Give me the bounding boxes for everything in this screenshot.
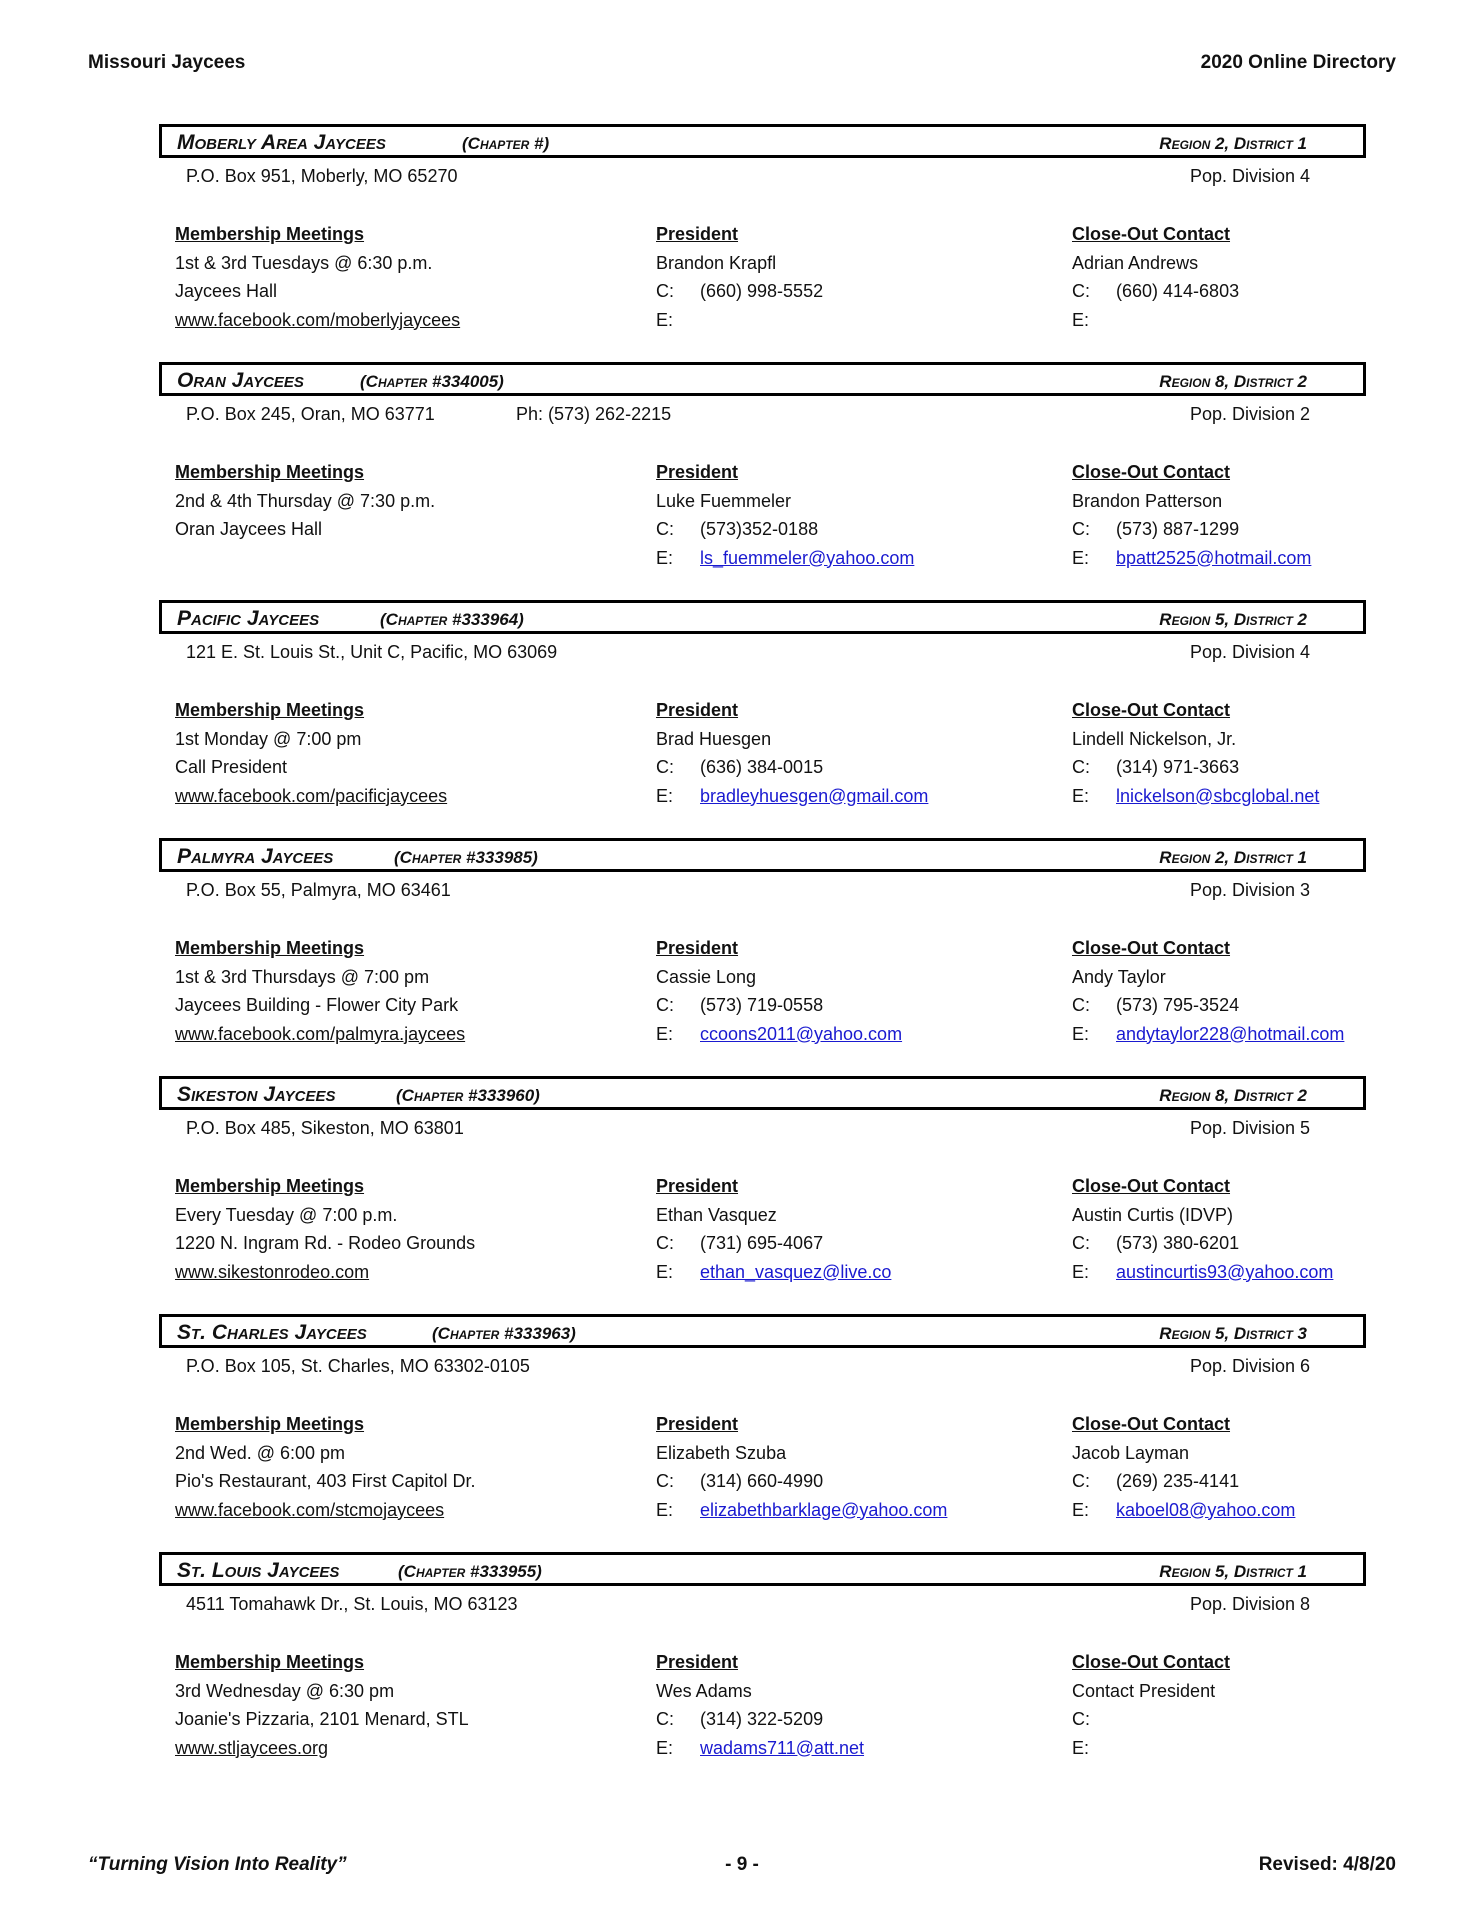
email-label: E:	[656, 1261, 674, 1282]
president-email[interactable]: elizabethbarklage@yahoo.com	[700, 1499, 948, 1520]
cell-label: C:	[656, 1709, 674, 1729]
president-heading: President	[656, 700, 739, 720]
email-label: E:	[1072, 785, 1090, 806]
footer-slogan: “Turning Vision Into Reality”	[88, 1854, 347, 1875]
president-name: Brad Huesgen	[656, 728, 772, 749]
meeting-time: 1st Monday @ 7:00 pm	[175, 728, 362, 749]
close-out-heading: Close-Out Contact	[1072, 1414, 1231, 1434]
chapter-region: Region 5, District 2	[1159, 610, 1307, 629]
close-out-email[interactable]: andytaylor228@hotmail.com	[1116, 1023, 1345, 1044]
website-link[interactable]: www.facebook.com/stcmojaycees	[175, 1499, 445, 1520]
chapter-name: Sikeston Jaycees	[177, 1083, 336, 1106]
chapter-address: P.O. Box 55, Palmyra, MO 63461	[186, 880, 451, 900]
close-out-email[interactable]: bpatt2525@hotmail.com	[1116, 547, 1312, 568]
email-label: E:	[656, 1023, 674, 1044]
email-label: E:	[1072, 1023, 1090, 1044]
meetings-heading: Membership Meetings	[175, 462, 365, 482]
email-label: E:	[1072, 309, 1090, 330]
pop-division: Pop. Division 3	[1189, 880, 1310, 900]
meeting-place: Pio's Restaurant, 403 First Capitol Dr.	[175, 1471, 476, 1491]
close-out-name: Andy Taylor	[1072, 966, 1166, 987]
chapter-region: Region 8, District 2	[1159, 372, 1307, 391]
page-number: - 9 -	[725, 1854, 759, 1875]
president-heading: President	[656, 462, 739, 482]
chapter-name: Moberly Area Jaycees	[177, 131, 386, 154]
meeting-place: Joanie's Pizzaria, 2101 Menard, STL	[175, 1709, 469, 1729]
president-column	[656, 934, 1056, 1048]
president-heading: President	[656, 938, 739, 958]
close-out-email[interactable]: austincurtis93@yahoo.com	[1116, 1261, 1334, 1282]
close-out-email[interactable]: lnickelson@sbcglobal.net	[1116, 785, 1320, 806]
chapter-name: Oran Jaycees	[177, 369, 304, 392]
cell-label: C:	[1072, 757, 1090, 777]
website-link[interactable]: www.facebook.com/palmyra.jaycees	[175, 1023, 466, 1044]
president-column	[656, 220, 1056, 334]
chapter-region: Region 5, District 3	[1159, 1324, 1307, 1343]
close-out-heading: Close-Out Contact	[1072, 938, 1231, 958]
meetings-column	[175, 1172, 635, 1286]
meeting-place: Oran Jaycees Hall	[175, 519, 323, 539]
chapter-name: Palmyra Jaycees	[177, 845, 334, 868]
pop-division: Pop. Division 5	[1189, 1118, 1310, 1138]
chapter-name: St. Louis Jaycees	[177, 1559, 340, 1582]
chapter-address: P.O. Box 245, Oran, MO 63771	[186, 404, 435, 424]
pop-division: Pop. Division 4	[1189, 166, 1310, 186]
chapter-address: 121 E. St. Louis St., Unit C, Pacific, MO 63069	[186, 642, 558, 662]
email-label: E:	[656, 785, 674, 806]
chapter-address: P.O. Box 485, Sikeston, MO 63801	[186, 1118, 464, 1138]
meeting-time: 2nd Wed. @ 6:00 pm	[175, 1442, 346, 1463]
close-out-cell: (314) 971-3663	[1116, 757, 1240, 777]
chapter-entry	[0, 124, 1484, 362]
email-label: E:	[1072, 547, 1090, 568]
close-out-name: Adrian Andrews	[1072, 252, 1199, 273]
org-name: Missouri Jaycees	[88, 52, 246, 73]
close-out-email[interactable]: kaboel08@yahoo.com	[1116, 1499, 1296, 1520]
close-out-column	[1072, 934, 1372, 1048]
chapter-phone: Ph: (573) 262-2215	[516, 404, 672, 424]
president-name: Elizabeth Szuba	[656, 1442, 787, 1463]
close-out-name: Brandon Patterson	[1072, 490, 1223, 511]
chapter-title-bar	[159, 600, 1366, 634]
close-out-cell: (573) 795-3524	[1116, 995, 1240, 1015]
president-name: Brandon Krapfl	[656, 252, 777, 273]
cell-label: C:	[1072, 995, 1090, 1015]
president-name: Wes Adams	[656, 1680, 752, 1701]
close-out-column	[1072, 220, 1372, 334]
meeting-time: Every Tuesday @ 7:00 p.m.	[175, 1204, 398, 1225]
meeting-time: 1st & 3rd Tuesdays @ 6:30 p.m.	[175, 252, 433, 273]
chapter-number: (Chapter #333963)	[432, 1324, 576, 1343]
chapter-number: (Chapter #333955)	[398, 1562, 542, 1581]
cell-label: C:	[656, 281, 674, 301]
meetings-column	[175, 220, 635, 334]
president-cell: (573) 719-0558	[700, 995, 824, 1015]
chapter-title-bar	[159, 362, 1366, 396]
president-cell: (636) 384-0015	[700, 757, 824, 777]
chapter-title-bar	[159, 1076, 1366, 1110]
email-label: E:	[1072, 1261, 1090, 1282]
meetings-heading: Membership Meetings	[175, 224, 365, 244]
website-link[interactable]: www.sikestonrodeo.com	[175, 1261, 370, 1282]
president-email[interactable]: ethan_vasquez@live.co	[700, 1261, 892, 1282]
meetings-column	[175, 1648, 635, 1762]
president-email[interactable]: wadams711@att.net	[700, 1737, 865, 1758]
close-out-heading: Close-Out Contact	[1072, 462, 1231, 482]
president-cell: (314) 322-5209	[700, 1709, 824, 1729]
cell-label: C:	[656, 757, 674, 777]
close-out-name: Jacob Layman	[1072, 1442, 1190, 1463]
chapter-number: (Chapter #)	[462, 134, 550, 153]
chapter-region: Region 8, District 2	[1159, 1086, 1307, 1105]
meetings-heading: Membership Meetings	[175, 1414, 365, 1434]
close-out-column	[1072, 696, 1372, 810]
president-email[interactable]: ccoons2011@yahoo.com	[700, 1023, 903, 1044]
chapter-number: (Chapter #333985)	[394, 848, 538, 867]
website-link[interactable]: www.stljaycees.org	[175, 1737, 329, 1758]
meetings-heading: Membership Meetings	[175, 1176, 365, 1196]
president-heading: President	[656, 1414, 739, 1434]
cell-label: C:	[1072, 519, 1090, 539]
meeting-place: Jaycees Building - Flower City Park	[175, 995, 459, 1015]
cell-label: C:	[1072, 1471, 1090, 1491]
pop-division: Pop. Division 4	[1189, 642, 1310, 662]
close-out-name: Lindell Nickelson, Jr.	[1072, 728, 1237, 749]
close-out-heading: Close-Out Contact	[1072, 700, 1231, 720]
chapter-entry	[0, 362, 1484, 600]
chapter-address: P.O. Box 105, St. Charles, MO 63302-0105	[186, 1356, 530, 1376]
close-out-name: Austin Curtis (IDVP)	[1072, 1204, 1234, 1225]
email-label: E:	[1072, 1499, 1090, 1520]
close-out-cell: (269) 235-4141	[1116, 1471, 1240, 1491]
chapter-title-bar	[159, 1552, 1366, 1586]
meeting-time: 3rd Wednesday @ 6:30 pm	[175, 1680, 395, 1701]
website-link[interactable]: www.facebook.com/pacificjaycees	[175, 785, 448, 806]
president-heading: President	[656, 1176, 739, 1196]
chapter-region: Region 2, District 1	[1159, 134, 1307, 153]
chapter-list	[0, 124, 1484, 1790]
chapter-number: (Chapter #333960)	[396, 1086, 540, 1105]
email-label: E:	[656, 547, 674, 568]
president-column	[656, 696, 1056, 810]
president-email[interactable]: ls_fuemmeler@yahoo.com	[700, 547, 915, 568]
close-out-cell: (573) 887-1299	[1116, 519, 1240, 539]
cell-label: C:	[656, 995, 674, 1015]
cell-label: C:	[1072, 1709, 1090, 1729]
page-header	[88, 52, 1396, 76]
cell-label: C:	[656, 1471, 674, 1491]
email-label: E:	[656, 309, 674, 330]
president-cell: (314) 660-4990	[700, 1471, 824, 1491]
close-out-name: Contact President	[1072, 1680, 1216, 1701]
president-column	[656, 1410, 1056, 1524]
president-email[interactable]: bradleyhuesgen@gmail.com	[700, 785, 929, 806]
president-cell: (731) 695-4067	[700, 1233, 824, 1253]
president-heading: President	[656, 1652, 739, 1672]
close-out-cell: (660) 414-6803	[1116, 281, 1240, 301]
chapter-region: Region 5, District 1	[1159, 1562, 1307, 1581]
meeting-time: 2nd & 4th Thursday @ 7:30 p.m.	[175, 490, 436, 511]
meetings-column	[175, 696, 635, 810]
email-label: E:	[1072, 1737, 1090, 1758]
chapter-address: 4511 Tomahawk Dr., St. Louis, MO 63123	[186, 1594, 518, 1614]
revised-date: Revised: 4/8/20	[1258, 1854, 1396, 1875]
close-out-column	[1072, 1648, 1372, 1762]
chapter-region: Region 2, District 1	[1159, 848, 1307, 867]
meetings-column	[175, 934, 635, 1048]
close-out-heading: Close-Out Contact	[1072, 1176, 1231, 1196]
pop-division: Pop. Division 8	[1189, 1594, 1310, 1614]
email-label: E:	[656, 1499, 674, 1520]
meeting-time: 1st & 3rd Thursdays @ 7:00 pm	[175, 966, 430, 987]
president-column	[656, 1172, 1056, 1286]
chapter-name: Pacific Jaycees	[177, 607, 320, 630]
meeting-place: Jaycees Hall	[175, 281, 278, 301]
close-out-cell: (573) 380-6201	[1116, 1233, 1240, 1253]
pop-division: Pop. Division 2	[1189, 404, 1310, 424]
chapter-address: P.O. Box 951, Moberly, MO 65270	[186, 166, 458, 186]
president-cell: (573)352-0188	[700, 519, 819, 539]
president-column	[656, 458, 1056, 572]
president-column	[656, 1648, 1056, 1762]
pop-division: Pop. Division 6	[1189, 1356, 1310, 1376]
meeting-place: 1220 N. Ingram Rd. - Rodeo Grounds	[175, 1233, 476, 1253]
chapter-title-bar	[159, 1314, 1366, 1348]
president-name: Cassie Long	[656, 966, 757, 987]
chapter-entry	[0, 1076, 1484, 1314]
meetings-heading: Membership Meetings	[175, 700, 365, 720]
chapter-number: (Chapter #333964)	[380, 610, 524, 629]
cell-label: C:	[656, 519, 674, 539]
meetings-heading: Membership Meetings	[175, 938, 365, 958]
directory-title: 2020 Online Directory	[1200, 52, 1396, 73]
chapter-entry	[0, 838, 1484, 1076]
chapter-entry	[0, 600, 1484, 838]
page-footer	[88, 1854, 1396, 1878]
president-name: Ethan Vasquez	[656, 1204, 777, 1225]
meetings-column	[175, 1410, 635, 1524]
website-link[interactable]: www.facebook.com/moberlyjaycees	[175, 309, 461, 330]
cell-label: C:	[656, 1233, 674, 1253]
close-out-column	[1072, 1172, 1372, 1286]
meeting-place: Call President	[175, 757, 288, 777]
chapter-title-bar	[159, 838, 1366, 872]
cell-label: C:	[1072, 1233, 1090, 1253]
cell-label: C:	[1072, 281, 1090, 301]
president-heading: President	[656, 224, 739, 244]
chapter-entry	[0, 1314, 1484, 1552]
close-out-column	[1072, 1410, 1372, 1524]
president-name: Luke Fuemmeler	[656, 490, 792, 511]
chapter-number: (Chapter #334005)	[360, 372, 504, 391]
president-cell: (660) 998-5552	[700, 281, 824, 301]
email-label: E:	[656, 1737, 674, 1758]
close-out-heading: Close-Out Contact	[1072, 1652, 1231, 1672]
chapter-entry	[0, 1552, 1484, 1790]
chapter-name: St. Charles Jaycees	[177, 1321, 367, 1344]
chapter-title-bar	[159, 124, 1366, 158]
close-out-heading: Close-Out Contact	[1072, 224, 1231, 244]
meetings-column	[175, 458, 635, 572]
meetings-heading: Membership Meetings	[175, 1652, 365, 1672]
close-out-column	[1072, 458, 1372, 572]
